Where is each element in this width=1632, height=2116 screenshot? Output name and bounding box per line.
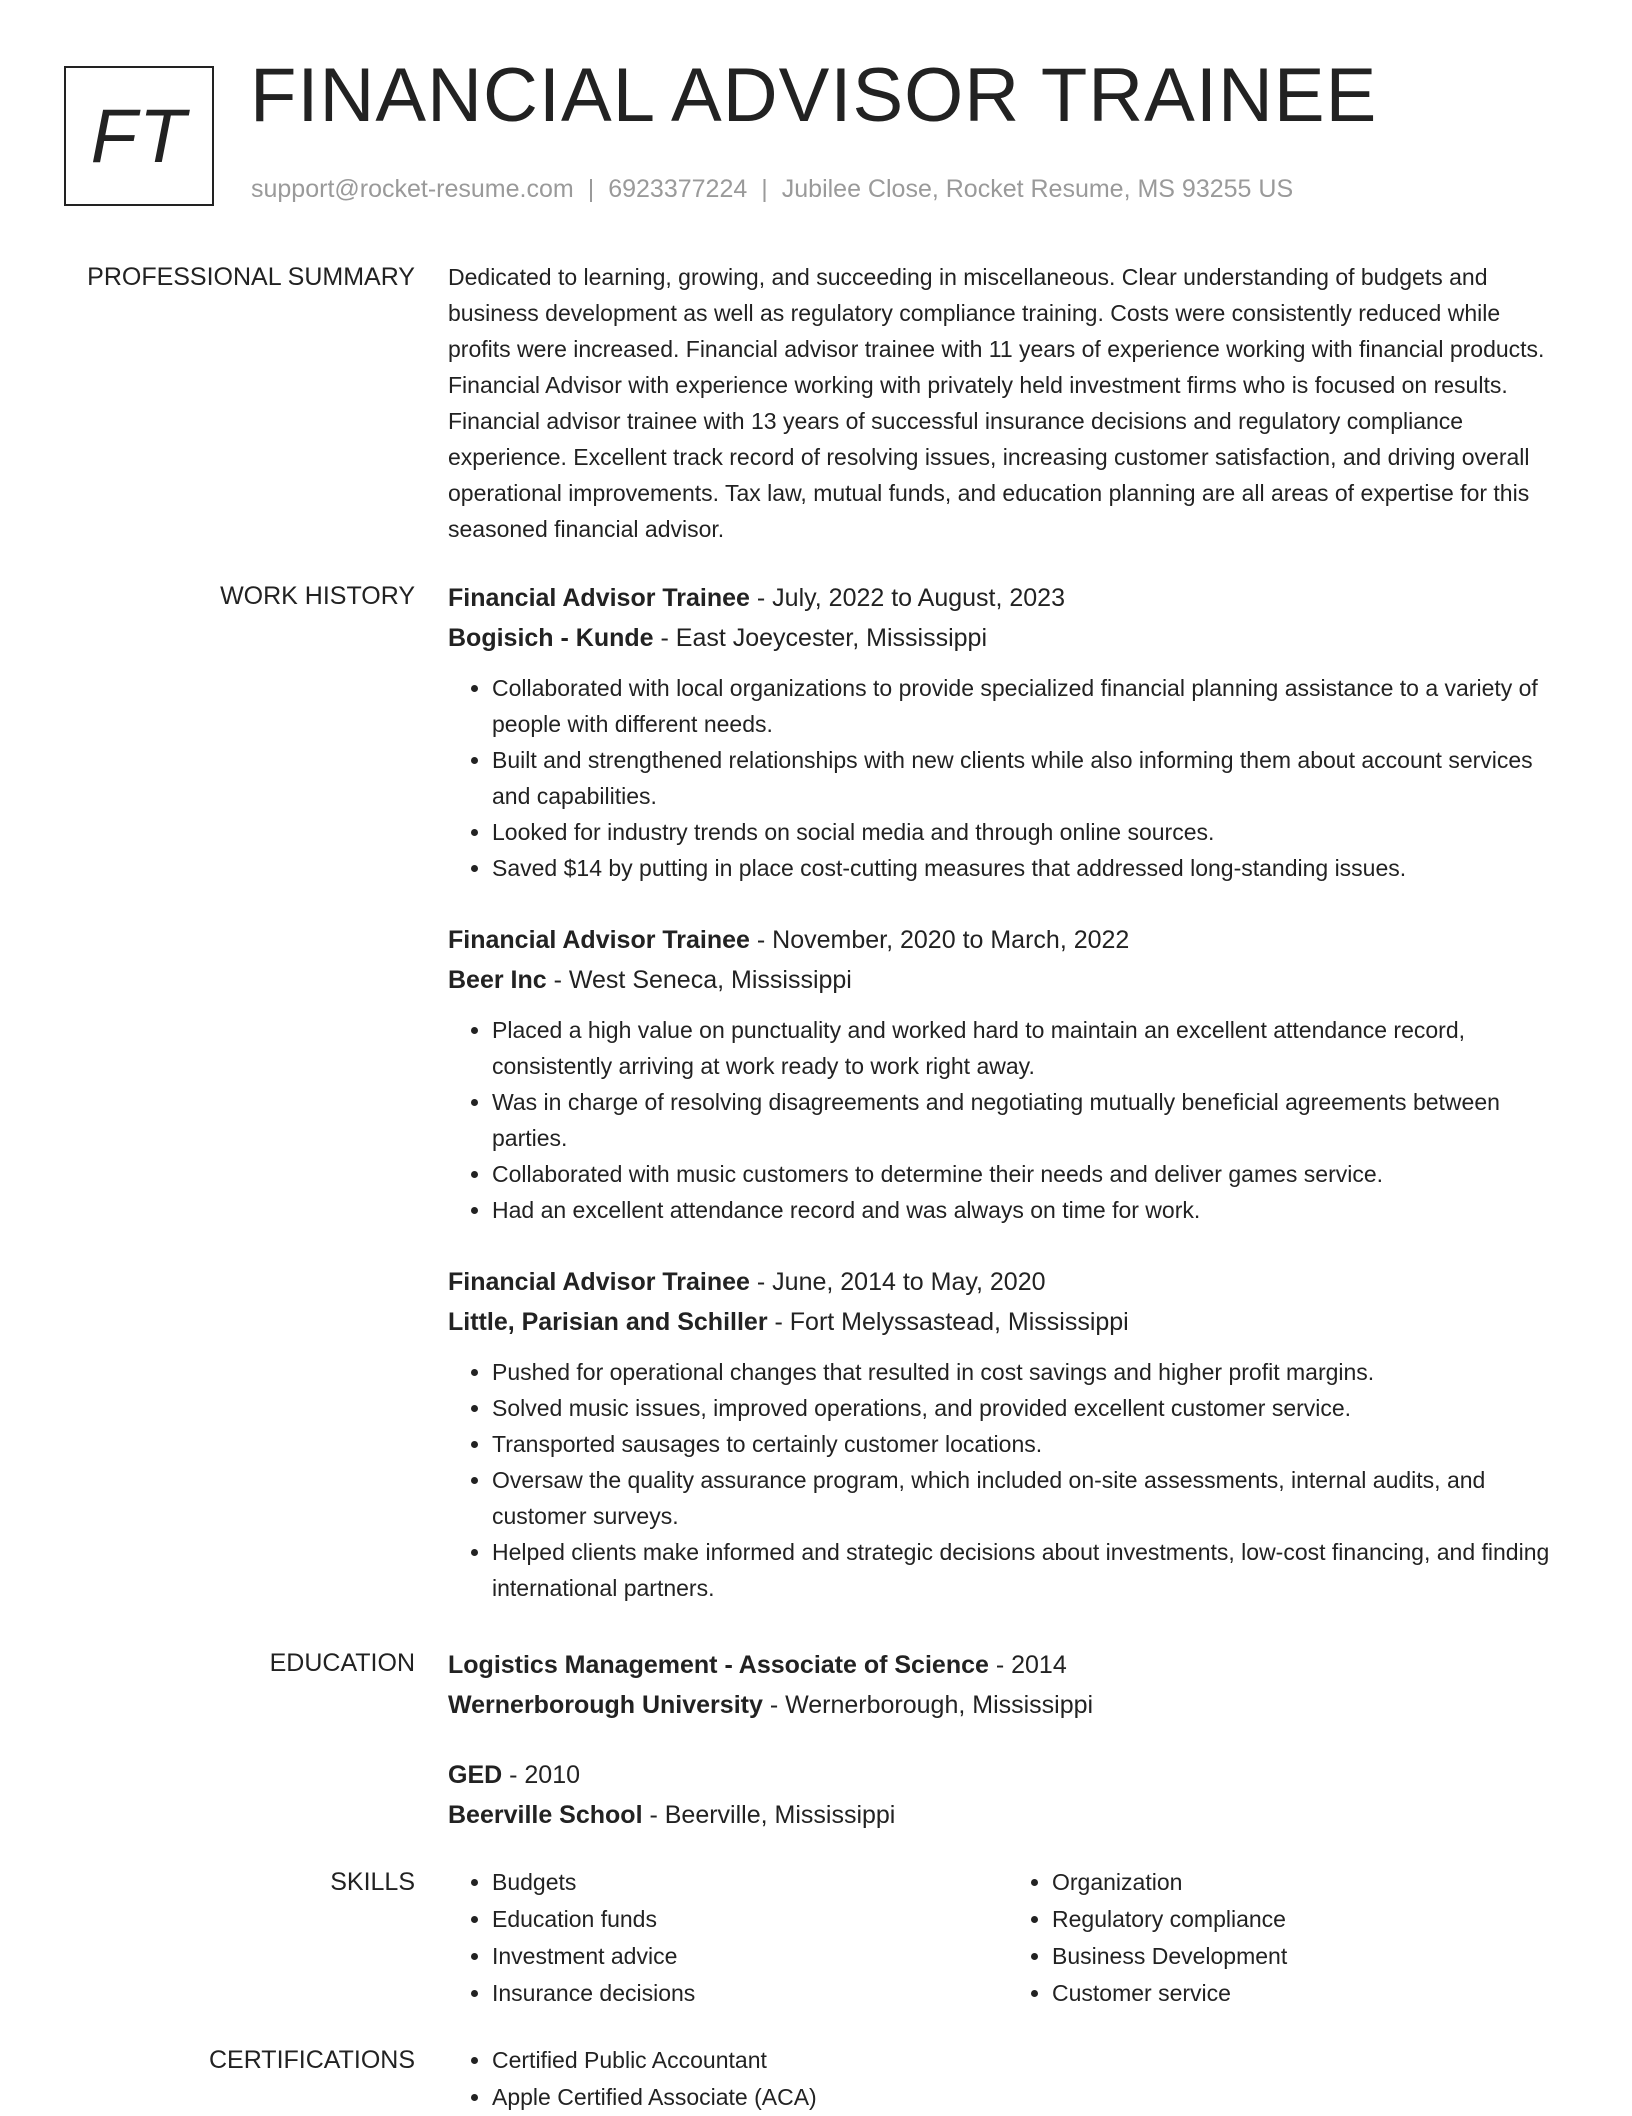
job-org-line <box>448 1302 1568 1342</box>
contact-line <box>251 175 1293 204</box>
skills-list-left <box>448 1864 1008 2012</box>
resume-title: FINANCIAL ADVISOR TRAINEE <box>250 53 1378 138</box>
job-bullets <box>448 1012 1568 1228</box>
job-title-line <box>448 578 1568 618</box>
job-title-line <box>448 920 1568 960</box>
list-item: • Budgets <box>492 1864 1008 1901</box>
school-location: - Wernerborough, Mississippi <box>762 1691 1094 1719</box>
section-body <box>448 259 1548 547</box>
school-location: - Beerville, Mississippi <box>642 1801 896 1829</box>
list-item: • Was in charge of resolving disagreements and negotiating mutually beneficial agreements between parties. <box>492 1084 1568 1156</box>
section-label: PROFESSIONAL SUMMARY <box>87 263 415 291</box>
job-location: - East Joeycester, Mississippi <box>653 624 987 652</box>
contact-separator: | <box>761 175 768 203</box>
job-title-line <box>448 1262 1568 1302</box>
list-item: • Business Development <box>1052 1938 1568 1975</box>
job-org-line <box>448 618 1568 658</box>
list-item: • Oversaw the quality assurance program, which included on-site assessments, internal audits, and customer surveys. <box>492 1462 1568 1534</box>
list-item: • Investment advice <box>492 1938 1008 1975</box>
job-entry <box>448 1262 1568 1606</box>
list-item: • Apple Certified Associate (ACA) <box>492 2079 1568 2116</box>
list-item: • Organization <box>1052 1864 1568 1901</box>
section-body <box>448 1864 1568 2012</box>
section-label: EDUCATION <box>269 1649 415 1677</box>
list-item: • Collaborated with music customers to determine their needs and deliver games service. <box>492 1156 1568 1192</box>
job-bullets <box>448 670 1568 886</box>
job-dates: - November, 2020 to March, 2022 <box>749 926 1130 954</box>
degree: GED <box>448 1761 503 1789</box>
monogram-logo: FT <box>64 66 214 206</box>
list-item: • Certified Public Accountant <box>492 2042 1568 2079</box>
summary-text: Dedicated to learning, growing, and succeeding in miscellaneous. Clear understanding of budgets and business development as well as regulatory compliance training. Costs were consistently reduced while profits were increased. Financial advisor trainee with 11 years of experience working with financial products. Financial Advisor with experience working with privately held investment firms who is focused on results. Financial advisor trainee with 13 years of successful insurance decisions and regulatory compliance experience. Excellent track record of resolving issues, increasing customer satisfaction, and driving overall operational improvements. Tax law, mutual funds, and education planning are all areas of expertise for this seasoned financial advisor. <box>448 264 1545 542</box>
section-label: CERTIFICATIONS <box>208 2046 415 2074</box>
list-item: • Had an excellent attendance record and was always on time for work. <box>492 1192 1568 1228</box>
school: Wernerborough University <box>448 1691 763 1719</box>
job-dates: - July, 2022 to August, 2023 <box>749 584 1065 612</box>
contact-email[interactable]: support@rocket-resume.com <box>251 175 574 203</box>
certifications-list <box>448 2042 1568 2116</box>
contact-phone[interactable]: 6923377224 <box>608 175 748 203</box>
school-line <box>448 1795 1568 1835</box>
school: Beerville School <box>448 1801 643 1829</box>
job-dates: - June, 2014 to May, 2020 <box>749 1268 1046 1296</box>
list-item: • Looked for industry trends on social media and through online sources. <box>492 814 1568 850</box>
list-item: • Saved $14 by putting in place cost-cutting measures that addressed long-standing issues. <box>492 850 1568 886</box>
job-title: Financial Advisor Trainee <box>448 926 750 954</box>
degree-year: - 2014 <box>988 1651 1067 1679</box>
section-body <box>448 578 1568 1640</box>
section-label: SKILLS <box>330 1868 415 1896</box>
list-item: • Pushed for operational changes that resulted in cost savings and higher profit margins. <box>492 1354 1568 1390</box>
list-item: • Customer service <box>1052 1975 1568 2012</box>
education-entry <box>448 1645 1568 1725</box>
degree-year: - 2010 <box>502 1761 581 1789</box>
job-entry <box>448 920 1568 1228</box>
job-location: - West Seneca, Mississippi <box>546 966 852 994</box>
section-body <box>448 2042 1568 2116</box>
job-title: Financial Advisor Trainee <box>448 1268 750 1296</box>
list-item: • Solved music issues, improved operations, and provided excellent customer service. <box>492 1390 1568 1426</box>
degree-line <box>448 1645 1568 1685</box>
list-item: • Education funds <box>492 1901 1008 1938</box>
job-bullets <box>448 1354 1568 1606</box>
job-title: Financial Advisor Trainee <box>448 584 750 612</box>
job-company: Little, Parisian and Schiller <box>448 1308 768 1336</box>
list-item: • Transported sausages to certainly customer locations. <box>492 1426 1568 1462</box>
job-company: Bogisich - Kunde <box>448 624 654 652</box>
skills-list-right <box>1008 1864 1568 2012</box>
job-org-line <box>448 960 1568 1000</box>
list-item: • Collaborated with local organizations to provide specialized financial planning assistance to a variety of people with different needs. <box>492 670 1568 742</box>
job-entry <box>448 578 1568 886</box>
education-entry <box>448 1755 1568 1835</box>
list-item: • Insurance decisions <box>492 1975 1008 2012</box>
section-label: WORK HISTORY <box>220 582 415 610</box>
skills-columns <box>448 1864 1568 2012</box>
school-line <box>448 1685 1568 1725</box>
list-item: • Helped clients make informed and strategic decisions about investments, low-cost financing, and finding international partners. <box>492 1534 1568 1606</box>
list-item: • Placed a high value on punctuality and worked hard to maintain an excellent attendance record, consistently arriving at work ready to work right away. <box>492 1012 1568 1084</box>
degree-line <box>448 1755 1568 1795</box>
contact-separator: | <box>587 175 595 203</box>
section-body <box>448 1645 1568 1865</box>
job-company: Beer Inc <box>448 966 547 994</box>
job-location: - Fort Melyssastead, Mississippi <box>767 1308 1129 1336</box>
list-item: • Regulatory compliance <box>1052 1901 1568 1938</box>
degree: Logistics Management - Associate of Science <box>448 1651 989 1679</box>
contact-address: Jubilee Close, Rocket Resume, MS 93255 US <box>781 175 1294 203</box>
list-item: • Built and strengthened relationships with new clients while also informing them about account services and capabilities. <box>492 742 1568 814</box>
